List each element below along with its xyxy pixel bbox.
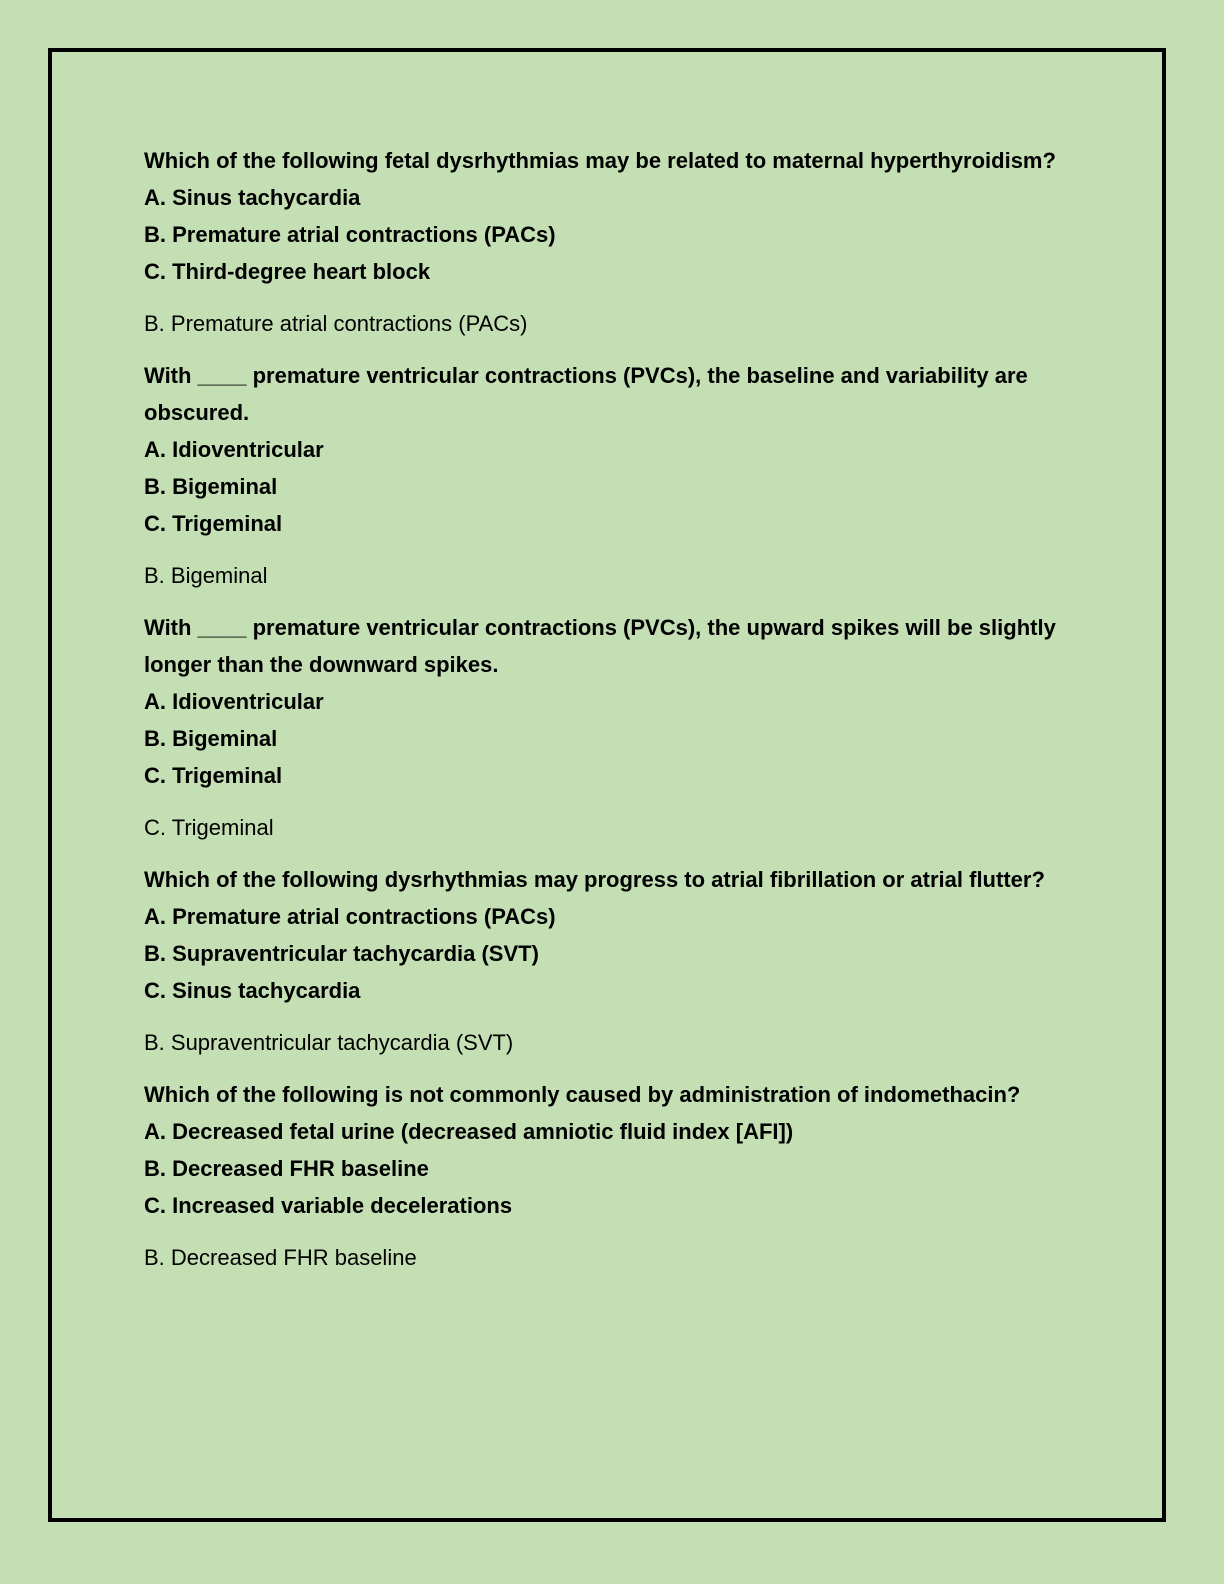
question-text: With ____ premature ventricular contractions (PVCs), the baseline and variability are obscured. (144, 363, 1028, 425)
question-block-1 (144, 142, 1084, 342)
option-b: B. Decreased FHR baseline (144, 1156, 429, 1181)
answer-text: C. Trigeminal (144, 815, 274, 840)
question-block-3 (144, 609, 1084, 846)
answer-text: B. Decreased FHR baseline (144, 1245, 417, 1270)
option-a: A. Idioventricular (144, 437, 324, 462)
option-b: B. Bigeminal (144, 726, 278, 751)
option-b: B. Supraventricular tachycardia (SVT) (144, 941, 539, 966)
option-c: C. Increased variable decelerations (144, 1193, 513, 1218)
option-a: A. Sinus tachycardia (144, 185, 361, 210)
question-text: Which of the following dysrhythmias may progress to atrial fibrillation or atrial flutter? (144, 867, 1045, 892)
question-text: Which of the following fetal dysrhythmias may be related to maternal hyperthyroidism? (144, 148, 1056, 173)
option-c: C. Third-degree heart block (144, 259, 431, 284)
question-block-2 (144, 357, 1084, 594)
quiz-content (144, 142, 1084, 1291)
option-c: C. Trigeminal (144, 763, 283, 788)
option-c: C. Sinus tachycardia (144, 978, 361, 1003)
option-a: A. Premature atrial contractions (PACs) (144, 904, 556, 929)
option-a: A. Idioventricular (144, 689, 324, 714)
answer-text: B. Premature atrial contractions (PACs) (144, 311, 528, 336)
option-b: B. Bigeminal (144, 474, 278, 499)
answer-text: B. Bigeminal (144, 563, 268, 588)
answer-text: B. Supraventricular tachycardia (SVT) (144, 1030, 514, 1055)
option-a: A. Decreased fetal urine (decreased amniotic fluid index [AFI]) (144, 1119, 794, 1144)
option-b: B. Premature atrial contractions (PACs) (144, 222, 556, 247)
question-text: With ____ premature ventricular contractions (PVCs), the upward spikes will be slightly longer than the downward spikes. (144, 615, 1056, 677)
question-text: Which of the following is not commonly caused by administration of indomethacin? (144, 1082, 1021, 1107)
option-c: C. Trigeminal (144, 511, 283, 536)
question-block-5 (144, 1076, 1084, 1276)
question-block-4 (144, 861, 1084, 1061)
